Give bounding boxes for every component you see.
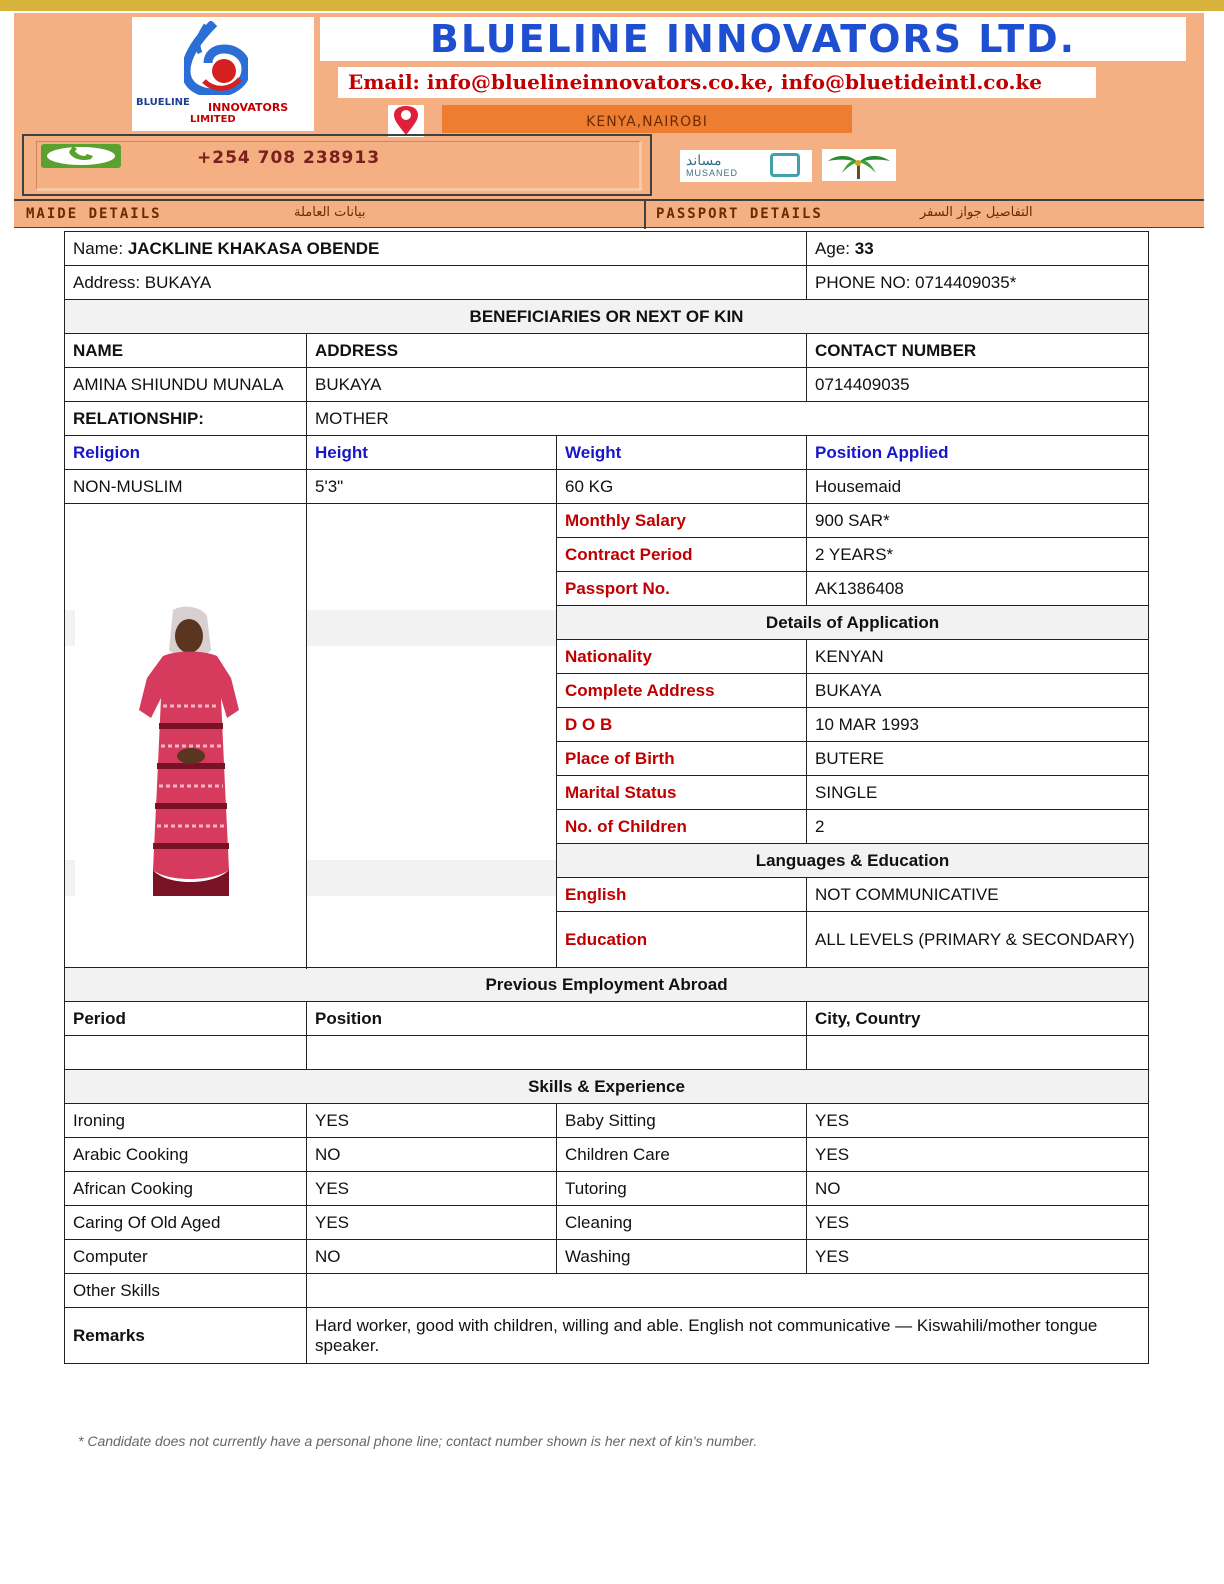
logo-drop-icon xyxy=(184,21,248,95)
contract-period-value: 2 YEARS* xyxy=(807,538,1149,572)
candidate-name: JACKLINE KHAKASA OBENDE xyxy=(127,238,380,258)
agency-logo xyxy=(132,17,314,131)
height-value: 5'3" xyxy=(307,470,557,504)
kin-contact: 0714409035 xyxy=(807,368,1149,402)
photo-cell xyxy=(65,504,307,968)
skill-value: NO xyxy=(307,1240,557,1274)
application-value: KENYAN xyxy=(807,640,1149,674)
religion-label: Religion xyxy=(65,436,307,470)
skill-name: Cleaning xyxy=(557,1206,807,1240)
physical-header-row xyxy=(65,436,1149,470)
company-name: BLUELINE INNOVATORS LTD. xyxy=(320,17,1186,61)
education-value: ALL LEVELS (PRIMARY & SECONDARY) xyxy=(807,912,1149,968)
education-label: Education xyxy=(557,912,807,968)
other-skills-row xyxy=(65,1274,1149,1308)
english-value: NOT COMMUNICATIVE xyxy=(807,878,1149,912)
skill-row xyxy=(65,1138,1149,1172)
application-value: 10 MAR 1993 xyxy=(807,708,1149,742)
address-row xyxy=(65,266,1149,300)
employment-header-row xyxy=(65,1002,1149,1036)
relationship-row xyxy=(65,402,1149,436)
english-label: English xyxy=(557,878,807,912)
skill-name: Ironing xyxy=(65,1104,307,1138)
employment-empty-row xyxy=(65,1036,1149,1070)
employment-city-cell xyxy=(807,1036,1149,1070)
musaned-logo xyxy=(680,150,812,182)
candidate-age: 33 xyxy=(854,238,874,258)
musaned-english-text: MUSANED xyxy=(686,168,739,178)
whatsapp-phone-icon xyxy=(41,144,121,168)
kin-row xyxy=(65,368,1149,402)
skills-heading: Skills & Experience xyxy=(65,1070,1149,1104)
phone-inner xyxy=(36,141,642,191)
kin-header-row xyxy=(65,334,1149,368)
side-shade-top xyxy=(307,610,556,646)
passport-details-label: PASSPORT DETAILS xyxy=(656,206,823,222)
location-pin-icon xyxy=(388,105,424,137)
application-label: Complete Address xyxy=(557,674,807,708)
candidate-address: Address: BUKAYA xyxy=(65,266,807,300)
candidate-cv-table xyxy=(64,231,1149,1364)
languages-heading: Languages & Education xyxy=(557,844,1149,878)
candidate-photo xyxy=(133,606,245,902)
skill-row xyxy=(65,1206,1149,1240)
contract-period-label: Contract Period xyxy=(557,538,807,572)
skill-row xyxy=(65,1104,1149,1138)
photo-shade-bottom xyxy=(65,860,75,896)
application-label: D O B xyxy=(557,708,807,742)
skill-value: YES xyxy=(307,1206,557,1240)
skill-name: Computer xyxy=(65,1240,307,1274)
employment-col-period: Period xyxy=(65,1002,307,1036)
musaned-arabic-text: مساند xyxy=(686,152,722,168)
photo-side-cell xyxy=(307,504,557,968)
application-heading: Details of Application xyxy=(557,606,1149,640)
remarks-row xyxy=(65,1308,1149,1364)
skill-value: NO xyxy=(807,1172,1149,1206)
age-label: Age: xyxy=(815,238,851,258)
skill-value: YES xyxy=(307,1104,557,1138)
skill-value: NO xyxy=(307,1138,557,1172)
weight-label: Weight xyxy=(557,436,807,470)
skill-name: Baby Sitting xyxy=(557,1104,807,1138)
application-label: Place of Birth xyxy=(557,742,807,776)
skill-name: African Cooking xyxy=(65,1172,307,1206)
kin-name: AMINA SHIUNDU MUNALA xyxy=(65,368,307,402)
skill-name: Tutoring xyxy=(557,1172,807,1206)
section-divider xyxy=(644,201,646,229)
agency-phone-number: +254 708 238913 xyxy=(197,148,381,168)
passport-details-arabic-label: التفاصيل جواز السفر xyxy=(920,205,1033,220)
application-label: Marital Status xyxy=(557,776,807,810)
relationship-label: RELATIONSHIP: xyxy=(65,402,307,436)
name-label: Name: xyxy=(73,238,124,258)
employment-heading: Previous Employment Abroad xyxy=(65,968,1149,1002)
physical-row xyxy=(65,470,1149,504)
email-line: Email: info@bluelineinnovators.co.ke, info@bluetideintl.co.ke xyxy=(338,67,1096,98)
side-shade-bottom xyxy=(307,860,556,896)
skill-name: Washing xyxy=(557,1240,807,1274)
skill-name: Caring Of Old Aged xyxy=(65,1206,307,1240)
application-value: BUTERE xyxy=(807,742,1149,776)
location-banner: KENYA,NAIROBI xyxy=(442,105,852,133)
employment-period-cell xyxy=(65,1036,307,1070)
musaned-mark-icon xyxy=(770,153,800,177)
remarks-value: Hard worker, good with children, willing and able. English not communicative — Kiswahili/mother tongue speaker. xyxy=(307,1308,1149,1364)
phone-box xyxy=(22,134,652,196)
other-skills-value xyxy=(307,1274,1149,1308)
weight-value: 60 KG xyxy=(557,470,807,504)
kin-col-name: NAME xyxy=(65,334,307,368)
logo-text-innovators: INNOVATORS xyxy=(208,101,289,114)
photo-shade-top xyxy=(65,610,75,646)
logo-text-limited: LIMITED xyxy=(190,114,236,125)
top-accent-bar xyxy=(0,0,1224,11)
logo-text-blueline: BLUELINE xyxy=(136,97,190,108)
skill-value: YES xyxy=(807,1104,1149,1138)
position-label: Position Applied xyxy=(807,436,1149,470)
position-value: Housemaid xyxy=(807,470,1149,504)
skill-row xyxy=(65,1172,1149,1206)
skill-name: Arabic Cooking xyxy=(65,1138,307,1172)
application-value: SINGLE xyxy=(807,776,1149,810)
skill-value: YES xyxy=(807,1138,1149,1172)
section-title-bar xyxy=(14,199,1204,228)
maide-details-label: MAIDE DETAILS xyxy=(26,206,162,222)
footnote: * Candidate does not currently have a personal phone line; contact number shown is her next of kin's number. xyxy=(78,1433,758,1449)
application-value: 2 xyxy=(807,810,1149,844)
skill-row xyxy=(65,1240,1149,1274)
skill-name: Children Care xyxy=(557,1138,807,1172)
application-label: No. of Children xyxy=(557,810,807,844)
palm-tree-logo-icon xyxy=(822,149,896,181)
religion-value: NON-MUSLIM xyxy=(65,470,307,504)
agency-header xyxy=(14,13,1204,228)
employment-col-city: City, Country xyxy=(807,1002,1149,1036)
candidate-age-cell xyxy=(807,232,1149,266)
candidate-phone: PHONE NO: 0714409035* xyxy=(807,266,1149,300)
skill-value: YES xyxy=(307,1172,557,1206)
relationship-value: MOTHER xyxy=(307,402,1149,436)
application-value: BUKAYA xyxy=(807,674,1149,708)
salary-value: 900 SAR* xyxy=(807,504,1149,538)
maide-details-arabic-label: بيانات العاملة xyxy=(294,205,366,220)
skill-value: YES xyxy=(807,1240,1149,1274)
candidate-name-cell xyxy=(65,232,807,266)
employment-position-cell xyxy=(307,1036,807,1070)
kin-col-address: ADDRESS xyxy=(307,334,807,368)
salary-label: Monthly Salary xyxy=(557,504,807,538)
kin-address: BUKAYA xyxy=(307,368,807,402)
application-label: Nationality xyxy=(557,640,807,674)
name-row xyxy=(65,232,1149,266)
height-label: Height xyxy=(307,436,557,470)
passport-value: AK1386408 xyxy=(807,572,1149,606)
kin-heading: BENEFICIARIES OR NEXT OF KIN xyxy=(65,300,1149,334)
salary-row xyxy=(65,504,1149,538)
passport-label: Passport No. xyxy=(557,572,807,606)
employment-col-position: Position xyxy=(307,1002,807,1036)
kin-col-contact: CONTACT NUMBER xyxy=(807,334,1149,368)
remarks-label: Remarks xyxy=(65,1308,307,1364)
other-skills-label: Other Skills xyxy=(65,1274,307,1308)
skill-value: YES xyxy=(807,1206,1149,1240)
